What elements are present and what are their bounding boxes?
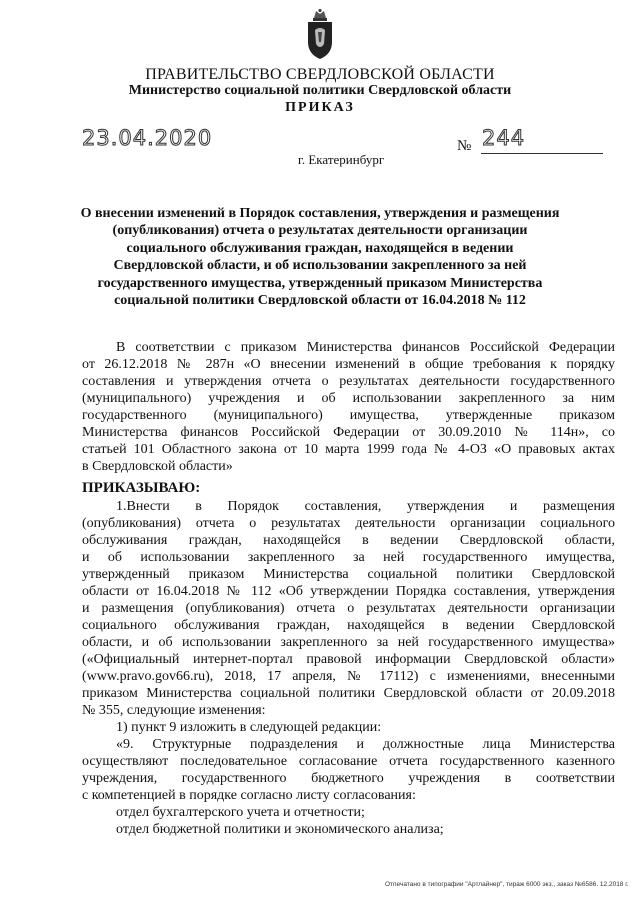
coat-of-arms-icon <box>305 8 335 60</box>
text-line: Министерства финансов Российской Федерации от 30.09.2010 № 114н», со <box>82 425 615 440</box>
department-item: отдел бюджетной политики и экономического анализа; <box>116 822 444 837</box>
text-line: («Официальный интернет-портал правовой информации Свердловской области» <box>82 652 615 667</box>
text-line: (опубликования) отчета о результатах деятельности организации социального <box>82 516 615 531</box>
text-line: (www.pravo.gov66.ru), 2018, 17 апреля, № 17112) с изменениями, внесенными <box>82 669 615 684</box>
text-line: утвержденный приказом Министерства социальной политики Свердловской <box>82 567 615 582</box>
prikazyvayu-heading: ПРИКАЗЫВАЮ: <box>82 480 201 496</box>
text-line: (муниципального) учреждения и об использовании закрепленного за ним <box>82 391 615 406</box>
text-line: обслуживания граждан, находящейся в ведении Свердловской области, <box>82 533 615 548</box>
number-underline <box>481 153 603 154</box>
title-line: Свердловской области, и об использовании закрепленного за ней <box>113 258 527 274</box>
text-line: 1.Внести в Порядок составления, утверждения и размещения <box>116 499 615 514</box>
number-sign: № <box>457 138 472 154</box>
text-line: социального обслуживания граждан, находящейся в ведении Свердловской <box>82 618 615 633</box>
text-line: составления и утверждения отчета о результатах деятельности государственного <box>82 374 615 389</box>
text-line: в Свердловской области» <box>82 459 233 474</box>
department-item: отдел бухгалтерского учета и отчетности; <box>116 805 365 820</box>
ministry-title: Министерство социальной политики Свердловской области <box>128 83 512 98</box>
government-title: ПРАВИТЕЛЬСТВО СВЕРДЛОВСКОЙ ОБЛАСТИ <box>145 66 495 83</box>
text-line: и размещения (опубликования) отчета о результатах деятельности организации <box>82 601 615 616</box>
title-line: государственного имущества, утвержденный приказом Министерства <box>97 275 543 291</box>
title-line: (опубликования) отчета о результатах деятельности организации <box>112 223 528 239</box>
text-line: статьей 101 Областного закона от 10 марта 1999 года № 4-ОЗ «О правовых актах <box>82 442 615 457</box>
text-line: от 26.12.2018 № 287н «О внесении изменений в общие требования к порядку <box>82 357 615 372</box>
text-line: № 355, следующие изменения: <box>82 703 266 718</box>
order-number: 244 <box>482 126 526 150</box>
text-line: В соответствии с приказом Министерства финансов Российской Федерации <box>116 340 615 355</box>
text-line: «9. Структурные подразделения и должностные лица Министерства <box>116 737 615 752</box>
document-type: ПРИКАЗ <box>285 100 355 115</box>
preamble <box>82 339 615 475</box>
title-line: социального обслуживания граждан, находящейся в ведении <box>126 240 514 256</box>
order-date: 23.04.2020 <box>82 126 213 150</box>
text-line: с компетенцией в порядке согласно листу согласования: <box>82 788 416 803</box>
text-line: осуществляют последовательное согласование отчета государственного казенного <box>82 754 615 769</box>
text-line: области от 16.04.2018 № 112 «Об утверждении Порядка составления, утверждения <box>82 584 615 599</box>
title-line: социальной политики Свердловской области от 16.04.2018 № 112 <box>114 293 526 309</box>
title-line: О внесении изменений в Порядок составления, утверждения и размещения <box>80 206 560 221</box>
text-line: приказом Министерства социальной политики Свердловской области от 20.09.2018 <box>82 686 615 701</box>
subitem-1: 1) пункт 9 изложить в следующей редакции: <box>116 720 382 735</box>
order-title <box>74 205 566 309</box>
text-line: учреждения, государственного бюджетного учреждения в соответствии <box>82 771 615 786</box>
text-line: и об использовании закрепленного за ней государственного имущества, <box>82 550 615 565</box>
text-line: области, и об использовании закрепленного за ней государственного имущества» <box>82 635 615 650</box>
item-1 <box>82 498 615 838</box>
text-line: государственного (муниципального) имущества, утвержденные приказом <box>82 408 615 423</box>
print-footer: Отпечатано в типографии "Артлайнер", тираж 6000 экз., заказ №6586. 12.2018 г. <box>385 881 629 888</box>
city: г. Екатеринбург <box>298 152 385 167</box>
